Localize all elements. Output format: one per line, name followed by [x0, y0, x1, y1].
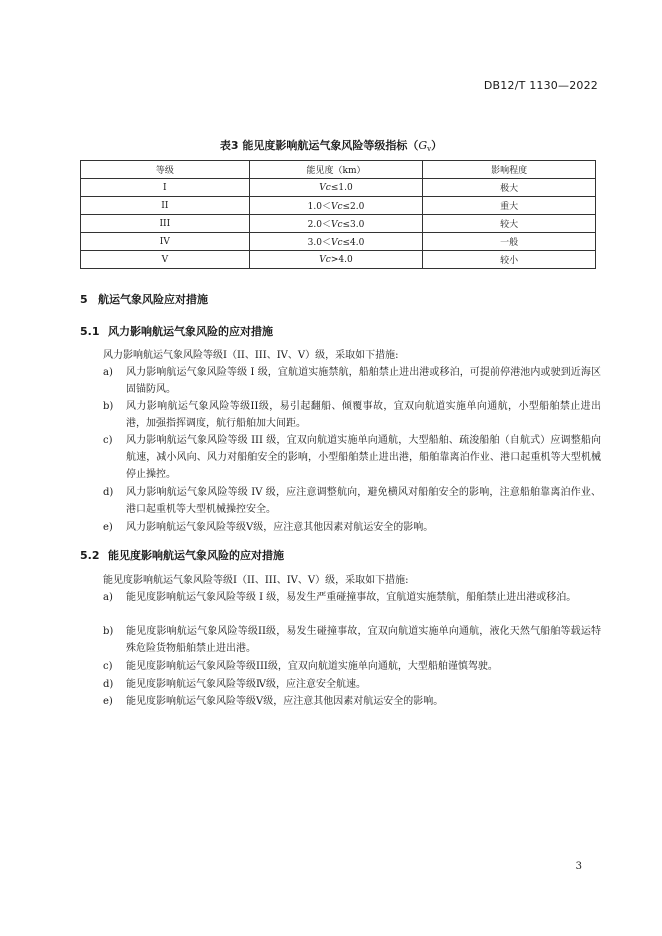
visibility-grade-table [80, 160, 596, 269]
list-item-label: a) [103, 367, 113, 378]
section-5-1-intro: 风力影响航运气象风险等级I（II、III、IV、V）级，采取如下措施: [103, 350, 399, 361]
table-header-row [81, 161, 596, 179]
section-5-1-heading: 5.1 风力影响航运气象风险的应对措施 [80, 325, 273, 338]
list-item-text: 能见度影响航运气象风险等级 I 级，易发生严重碰撞事故，宜航道实施禁航，船舶禁止进出港或移泊。 [126, 592, 577, 603]
list-item [103, 519, 601, 536]
table-title-symbol: $G_v$ [418, 139, 432, 153]
cell-visibility: Vc>4.0 [249, 251, 423, 269]
cell-visibility: 2.0＜Vc≤3.0 [249, 215, 423, 233]
list-item-text: 风力影响航运气象风险等级 I 级，宜航道实施禁航，船舶禁止进出港或移泊，可提前停港池内或驶到近海区固锚防风。 [126, 367, 601, 395]
table-row [81, 251, 596, 269]
list-item-text: 能见度影响航运气象风险等级II级，易发生碰撞事故，宜双向航道实施单向通航，液化天然气船舶等载运特殊危险货物船舶禁止进出港。 [126, 626, 601, 654]
list-item-label: e) [103, 696, 113, 707]
list-item [103, 623, 601, 657]
list-item-label: c) [103, 435, 113, 446]
list-item-text: 能见度影响航运气象风险等级Ⅳ级，应注意安全航速。 [126, 679, 366, 690]
list-item-text: 能见度影响航运气象风险等级Ⅴ级，应注意其他因素对航运安全的影响。 [126, 696, 444, 707]
list-item-label: e) [103, 522, 113, 533]
table-row [81, 215, 596, 233]
cell-impact: 极大 [423, 179, 596, 197]
list-item-label: d) [103, 487, 114, 498]
list-item-text: 风力影响航运气象风险等级 IV 级，应注意调整航向，避免横风对船舶安全的影响，注意船舶靠离泊作业、港口起重机等大型机械操控安全。 [126, 487, 601, 515]
list-item [103, 658, 601, 675]
list-item-text: 风力影响航运气象风险等级Ⅴ级，应注意其他因素对航运安全的影响。 [126, 522, 434, 533]
list-item-label: d) [103, 679, 114, 690]
list-item [103, 432, 601, 483]
cell-level: IV [81, 233, 250, 251]
cell-level: II [81, 197, 250, 215]
list-item [103, 364, 601, 398]
header-impact: 影响程度 [423, 161, 596, 179]
cell-impact: 一般 [423, 233, 596, 251]
cell-visibility: Vc≤1.0 [249, 179, 423, 197]
table-title-text: 表3 能见度影响航运气象风险等级指标（ [219, 139, 419, 152]
cell-visibility: 3.0＜Vc≤4.0 [249, 233, 423, 251]
table-row [81, 179, 596, 197]
list-item-text: 风力影响航运气象风险等级 III 级，宜双向航道实施单向通航，大型船舶、疏浚船舶（自航式）应调整船向航速，减小风向、风力对船舶安全的影响，小型船舶禁止进出港，船舶靠离泊作业、港口起重机等大型机械停止操控。 [126, 435, 601, 480]
document-code: DB12/T 1130—2022 [483, 79, 598, 92]
section-5-2-intro: 能见度影响航运气象风险等级I（II、III、IV、V）级，采取如下措施: [103, 575, 409, 586]
list-item [103, 589, 601, 606]
table-row [81, 197, 596, 215]
list-item-label: b) [103, 626, 114, 637]
page-number: 3 [575, 861, 582, 872]
cell-level: V [81, 251, 250, 269]
section-5-2-heading: 5.2 能见度影响航运气象风险的应对措施 [80, 549, 284, 562]
header-level: 等级 [81, 161, 250, 179]
cell-level: I [81, 179, 250, 197]
cell-visibility: 1.0＜Vc≤2.0 [249, 197, 423, 215]
table-row [81, 233, 596, 251]
cell-impact: 较小 [423, 251, 596, 269]
list-item-label: b) [103, 401, 114, 412]
list-item-text: 能见度影响航运气象风险等级III级，宜双向航道实施单向通航，大型船舶谨慎驾驶。 [126, 661, 498, 672]
list-item [103, 693, 601, 710]
table-title-close: ） [431, 139, 443, 152]
cell-impact: 重大 [423, 197, 596, 215]
list-item-label: c) [103, 661, 113, 672]
header-visibility: 能见度（km） [249, 161, 423, 179]
list-item [103, 484, 601, 518]
list-item-text: 风力影响航运气象风险等级II级，易引起翻船、倾覆事故，宜双向航道实施单向通航，小型船舶禁止进出港，加强指挥调度，航行船舶加大间距。 [126, 401, 601, 429]
section-5-heading: 5 航运气象风险应对措施 [80, 293, 208, 306]
cell-level: III [81, 215, 250, 233]
list-item [103, 676, 601, 693]
table-title [0, 137, 662, 153]
list-item-label: a) [103, 592, 113, 603]
cell-impact: 较大 [423, 215, 596, 233]
list-item [103, 398, 601, 432]
